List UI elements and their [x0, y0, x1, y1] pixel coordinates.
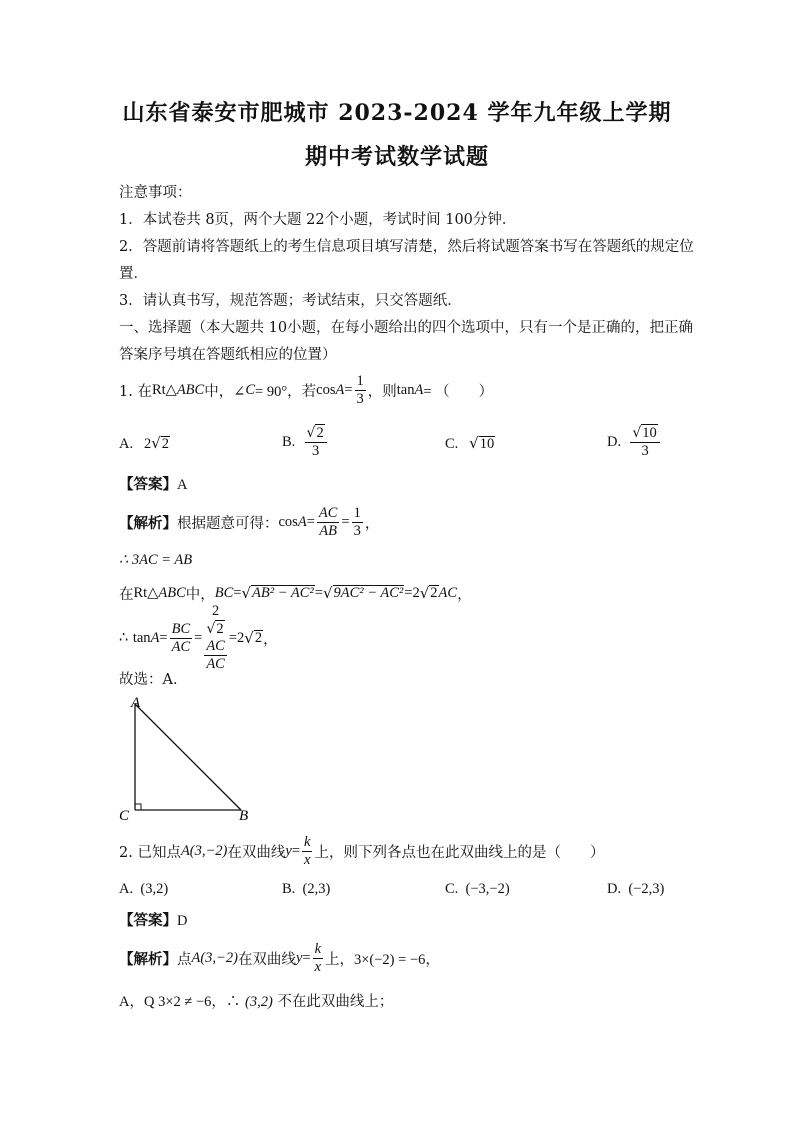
- q1-eq: =: [306, 513, 315, 530]
- q1-eq: =: [341, 513, 350, 530]
- question-2: 2. 已知点 A(3,−2) 在双曲线 y = $\frac{k}{x}$ 上，则下列各点也在此双曲线上的是（ ）: [119, 833, 605, 868]
- sqrt-icon: √: [244, 629, 254, 647]
- q1-opt-c-rad: 10: [479, 436, 495, 452]
- q1-eq90: = 90°，若: [255, 383, 317, 400]
- ac-tail: AC: [438, 584, 458, 601]
- q1-option-c: [445, 434, 495, 453]
- coef: 2: [211, 603, 220, 619]
- coef: 2: [237, 629, 245, 646]
- frac-num: BC: [171, 620, 191, 637]
- q2-option-a-check: [119, 990, 393, 1011]
- side-ab: [135, 704, 241, 810]
- q2-point: A(3,−2): [191, 949, 238, 966]
- frac-num: k: [314, 940, 321, 957]
- frac-num: k: [304, 833, 311, 850]
- answer-value: D: [177, 913, 188, 929]
- check-tail: 不在此双曲线上；: [277, 994, 394, 1010]
- q2-opt-b-label: B.: [282, 881, 296, 897]
- q1-tan: tan: [396, 381, 415, 398]
- sqrt-9ac-ac: 9AC² − AC²: [333, 585, 404, 601]
- q2-opt-a-value: (3,2): [140, 881, 169, 897]
- bc: BC: [214, 584, 234, 601]
- q1-fraction: [355, 373, 366, 408]
- q2-y: y: [295, 949, 303, 966]
- q1-opt-b-den: 3: [312, 443, 320, 459]
- q2-prefix: 2. 已知点: [119, 844, 181, 861]
- answer-value: A: [177, 477, 188, 493]
- q1-opt-a-coef: 2: [143, 436, 152, 452]
- sqrt-ab-ac: AB² − AC²: [252, 585, 314, 601]
- q2-mid: 在双曲线: [227, 844, 286, 861]
- page-subtitle: 期中考试数学试题: [304, 144, 489, 170]
- question-1: [119, 372, 493, 408]
- analysis-tail: 上，: [325, 951, 354, 968]
- q1-opt-d-num: 10: [642, 425, 657, 441]
- q1-prefix: 1. 在: [119, 383, 152, 400]
- notice-line-2-cont: 置．: [119, 266, 148, 282]
- q1-a: A: [150, 629, 160, 646]
- sqrt-icon: √: [241, 584, 252, 602]
- frac-den: AC: [206, 656, 225, 672]
- q2-opt-c-label: C.: [445, 881, 459, 897]
- q2-frac-k-x: [302, 834, 312, 869]
- sqrt-icon: √: [322, 584, 333, 602]
- analysis-therefore-line: ∴ 3AC = AB: [119, 552, 193, 568]
- q2-opt-b-value: (2,3): [302, 881, 331, 897]
- q2-option-d: [607, 881, 664, 898]
- q1-frac-num: 1: [356, 372, 364, 389]
- q1-opt-a-label: A.: [119, 436, 134, 452]
- q2-analysis: 【解析】 点 A(3,−2) 在双曲线 y = $\frac{k}{x}$ 上， 3×(−2) = −6，: [119, 940, 440, 975]
- rad-2: 2: [216, 621, 224, 637]
- analysis-pre: 点: [177, 951, 192, 968]
- q2-opt-a-label: A.: [119, 881, 134, 897]
- frac-den: 3: [353, 522, 361, 539]
- sqrt-icon: √: [632, 425, 642, 441]
- sqrt-icon: √: [419, 584, 430, 602]
- analysis-frac-1-3: [352, 505, 363, 540]
- q1-abc: ABC: [176, 381, 205, 398]
- vertex-a-label: A: [131, 695, 141, 711]
- q2-opt-d-label: D.: [607, 881, 622, 897]
- q2-opt-c-value: (−3,−2): [465, 881, 510, 897]
- right-angle-mark-icon: [135, 804, 141, 810]
- q2-y: y: [285, 842, 292, 859]
- sqrt-icon: √: [206, 621, 216, 637]
- q1-cos: cos: [278, 513, 298, 530]
- q1-opt-d-label: D.: [607, 433, 622, 450]
- answer-tag: 【答案】: [119, 476, 177, 493]
- notice-line-2: 2．答题前请将答题纸上的考生信息项目填写清楚，然后将试题答案书写在答题纸的规定位: [119, 239, 694, 255]
- triangle-figure: [115, 692, 265, 824]
- frac-den: x: [304, 851, 311, 868]
- analysis-tag: 【解析】: [119, 514, 177, 532]
- q1-cos: cos: [316, 381, 336, 398]
- q1-angle-c: C: [245, 381, 256, 398]
- section-heading: 一、选择题（本大题共 10小题，在每小题给出的四个选项中，只有一个是正确的，把正确: [119, 320, 694, 336]
- frac-2sqrt2ac-ac: [204, 603, 227, 673]
- analysis-choose: 故选：A．: [119, 672, 188, 688]
- sqrt-icon: √: [151, 434, 161, 452]
- q2-option-c: [445, 881, 510, 898]
- q1-a2: A: [414, 381, 424, 398]
- q1-then: ，则: [367, 383, 397, 400]
- frac-num: AC: [318, 504, 338, 521]
- in-rt: 在: [119, 586, 134, 603]
- q1-eq: =: [159, 629, 168, 646]
- analysis-tag: 【解析】: [119, 950, 177, 968]
- q2-answer: [119, 909, 187, 930]
- rad-2: 2: [254, 630, 263, 646]
- q1-opt-c-label: C.: [445, 436, 459, 452]
- analysis-frac-ac-ab: [317, 505, 340, 540]
- q2-option-a: [119, 881, 168, 898]
- q1-a: A: [335, 381, 345, 398]
- frac-den: AC: [171, 638, 191, 655]
- answer-tag: 【答案】: [119, 912, 177, 929]
- check-point: (3,2): [245, 994, 273, 1010]
- analysis-calc: 3×(−2) = −6，: [354, 951, 440, 968]
- notice-line-1: 1．本试卷共 8页，两个大题 22个小题，考试时间 100分钟．: [119, 212, 517, 228]
- q2-opt-d-value: (−2,3): [628, 881, 665, 897]
- q1-a: A: [297, 513, 307, 530]
- q1-answer: [119, 473, 187, 494]
- q1-option-d: [607, 424, 662, 460]
- notice-heading: 注意事项：: [119, 185, 192, 201]
- sqrt-icon: √: [469, 434, 479, 452]
- q1-opt-d-den: 3: [641, 443, 649, 459]
- analysis-bc-line: 在 Rt△ ABC 中， BC = √ AB² − AC² = √ 9AC² − AC² = 2 √ 2 AC ，: [119, 584, 472, 603]
- q1-opt-b-label: B.: [282, 433, 296, 450]
- q1-opt-d-frac: [630, 424, 659, 460]
- q1-abc: ABC: [158, 584, 186, 601]
- q2-tail: 上，则下列各点也在此双曲线上的是（ ）: [314, 844, 605, 861]
- q1-opt-b-frac: [305, 424, 327, 460]
- vertex-b-label: B: [239, 808, 249, 824]
- analysis-mid: 在双曲线: [237, 951, 296, 968]
- rad-2: 2: [430, 585, 438, 601]
- q1-mid: 中，∠: [204, 383, 246, 400]
- analysis-intro: 根据题意可得：: [177, 515, 279, 532]
- check-pre: A，Q 3×2 ≠ −6，∴: [119, 994, 241, 1010]
- page-title: 山东省泰安市肥城市 2023-2024 学年九年级上学期: [122, 100, 672, 126]
- q1-opt-b-num: 2: [316, 425, 324, 441]
- q1-tail: = （ ）: [423, 383, 494, 400]
- frac-den: x: [314, 958, 321, 975]
- ac-tail: AC: [206, 638, 225, 654]
- section-heading-cont: 答案序号填在答题纸相应的位置）: [119, 347, 337, 363]
- frac-den: AB: [319, 522, 338, 539]
- frac-bc-ac: [170, 621, 193, 656]
- q2-point: A(3,−2): [180, 842, 228, 859]
- analysis-tan-line: ∴ tan A = $\frac{BC}{AC}$ = 2 √2 AC AC = 2 √ 2 ，: [119, 603, 278, 672]
- q1-frac-den: 3: [356, 390, 364, 407]
- q1-tan: tan: [132, 629, 151, 646]
- q1-option-b: [282, 424, 329, 460]
- q1-opt-a-rad: 2: [161, 436, 170, 452]
- q2-option-b: [282, 881, 330, 898]
- q1-tri: Rt△: [151, 381, 177, 398]
- q2-frac-k-x: [313, 941, 323, 976]
- q1-eq: =: [344, 381, 353, 398]
- frac-num: 1: [353, 504, 361, 521]
- sqrt-icon: √: [306, 425, 316, 441]
- vertex-c-label: C: [119, 808, 130, 824]
- therefore: ∴: [119, 629, 129, 646]
- coef: 2: [412, 584, 420, 601]
- q1-tri: Rt△: [133, 584, 159, 601]
- notice-line-3: 3．请认真书写，规范答题；考试结束，只交答题纸．: [119, 293, 462, 309]
- q1-analysis: 【解析】 根据题意可得： cos A = $\frac{AC}{AB}$ = $\frac{1}{3}$ ，: [119, 504, 380, 539]
- q1-option-a: [119, 434, 170, 453]
